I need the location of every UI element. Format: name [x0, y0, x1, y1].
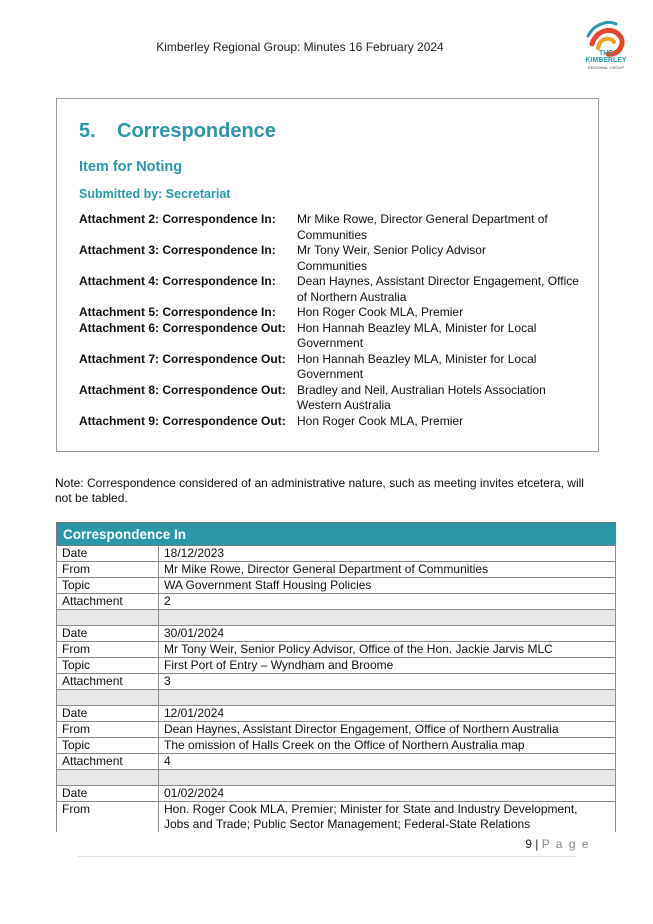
- page-header-title: Kimberley Regional Group: Minutes 16 February 2024: [156, 40, 444, 54]
- attachment-label: Attachment 6: Correspondence Out:: [79, 320, 286, 335]
- section-heading: [79, 120, 276, 143]
- date-label: Date: [57, 786, 159, 802]
- logo-name: THE KIMBERLEY: [585, 50, 627, 64]
- attachment-row: [79, 212, 589, 243]
- table-row: [57, 754, 616, 770]
- topic-label: Topic: [57, 578, 159, 594]
- attachment-label: Attachment 2: Correspondence In:: [79, 212, 276, 226]
- attachment-value: 2: [159, 594, 616, 610]
- attachment-value: [297, 274, 589, 305]
- topic-value: First Port of Entry – Wyndham and Broome: [159, 658, 616, 674]
- correspondence-in-table: [56, 522, 616, 832]
- attachment-value-line: Hon Hannah Beazley MLA, Minister for Local: [297, 351, 537, 366]
- attachment-value: [297, 383, 589, 414]
- submitted-by: Submitted by: Secretariat: [79, 187, 231, 201]
- section-number: 5.: [79, 120, 96, 142]
- table-row: [57, 706, 616, 722]
- attachment-value: [297, 352, 589, 383]
- attachment-value-line: Hon Roger Cook MLA, Premier: [297, 413, 464, 428]
- from-value: Mr Mike Rowe, Director General Department of Communities: [159, 562, 616, 578]
- attachment-row: [79, 274, 589, 305]
- attachment-value-line: Mr Tony Weir, Senior Policy Advisor: [297, 243, 486, 257]
- date-value: 12/01/2024: [159, 706, 616, 722]
- attachment-list: [79, 212, 589, 429]
- page-number-separator: |: [535, 837, 539, 851]
- attachment-value-line: of Northern Australia: [297, 289, 407, 304]
- table-row: [57, 658, 616, 674]
- attachment-value-line: Hon Roger Cook MLA, Premier: [297, 305, 464, 319]
- attachment-value: 3: [159, 674, 616, 690]
- attachment-value: [297, 305, 589, 321]
- spacer-row: [57, 610, 616, 626]
- spacer-cell: [159, 770, 616, 786]
- attachment-value: 4: [159, 754, 616, 770]
- topic-value: The omission of Halls Creek on the Office of Northern Australia map: [159, 738, 616, 754]
- table-row: [57, 562, 616, 578]
- table-row: [57, 802, 616, 833]
- attachment-label: Attachment: [57, 594, 159, 610]
- attachment-value: [297, 414, 589, 430]
- attachment-label: Attachment: [57, 674, 159, 690]
- attachment-label: Attachment 5: Correspondence In:: [79, 305, 276, 319]
- table-row: [57, 738, 616, 754]
- attachment-value-line: Government: [297, 336, 364, 350]
- from-label: From: [57, 722, 159, 738]
- attachment-value-line: Communities: [297, 258, 368, 273]
- spacer-row: [57, 690, 616, 706]
- attachment-value-line: Government: [297, 367, 364, 381]
- attachment-value-line: Mr Mike Rowe, Director General Department of: [297, 212, 548, 226]
- date-label: Date: [57, 626, 159, 642]
- spacer-cell: [57, 770, 159, 786]
- attachment-value-line: Dean Haynes, Assistant Director Engagement, Office: [297, 274, 579, 288]
- page-number: [520, 837, 590, 851]
- topic-label: Topic: [57, 658, 159, 674]
- attachment-value-line: Hon Hannah Beazley MLA, Minister for Local: [297, 320, 537, 335]
- correspondence-section-box: [56, 98, 599, 452]
- attachment-label: Attachment 7: Correspondence Out:: [79, 351, 286, 366]
- attachment-row: [79, 305, 589, 321]
- from-label: From: [57, 562, 159, 578]
- from-value: Mr Tony Weir, Senior Policy Advisor, Office of the Hon. Jackie Jarvis MLC: [159, 642, 616, 658]
- date-value: 01/02/2024: [159, 786, 616, 802]
- topic-label: Topic: [57, 738, 159, 754]
- date-value: 30/01/2024: [159, 626, 616, 642]
- item-for-noting-heading: Item for Noting: [79, 159, 183, 175]
- logo-subtitle: REGIONAL GROUP: [587, 65, 625, 70]
- attachment-label: Attachment 3: Correspondence In:: [79, 243, 276, 257]
- attachment-value-line: Communities: [297, 227, 368, 242]
- spacer-cell: [159, 610, 616, 626]
- spacer-cell: [159, 690, 616, 706]
- attachment-row: [79, 383, 589, 414]
- table-row: [57, 578, 616, 594]
- spacer-cell: [57, 690, 159, 706]
- table-row: [57, 722, 616, 738]
- note-text: Note: Correspondence considered of an administrative nature, such as meeting invites etcetera, will not be tabled.: [55, 476, 584, 505]
- attachment-row: [79, 321, 589, 352]
- page-number-value: 9: [525, 837, 532, 851]
- from-value: Dean Haynes, Assistant Director Engagement, Office of Northern Australia: [159, 722, 616, 738]
- attachment-label: Attachment 8: Correspondence Out:: [79, 382, 286, 397]
- footer-divider: [78, 856, 576, 857]
- logo-text: [578, 50, 634, 71]
- attachment-row: [79, 352, 589, 383]
- date-label: Date: [57, 546, 159, 562]
- attachment-label: Attachment 9: Correspondence Out:: [79, 413, 286, 428]
- date-value: 18/12/2023: [159, 546, 616, 562]
- from-value-line: Hon. Roger Cook MLA, Premier; Minister for State and Industry Development,: [164, 802, 578, 816]
- table-row: [57, 674, 616, 690]
- attachment-label: Attachment 4: Correspondence In:: [79, 274, 276, 288]
- from-label: From: [57, 642, 159, 658]
- table-row: [57, 642, 616, 658]
- attachment-row: [79, 243, 589, 274]
- from-label: From: [57, 802, 159, 833]
- attachment-value: [297, 321, 589, 352]
- spacer-row: [57, 770, 616, 786]
- attachment-label: Attachment: [57, 754, 159, 770]
- attachment-row: [79, 414, 589, 430]
- table-row: [57, 786, 616, 802]
- topic-value: WA Government Staff Housing Policies: [159, 578, 616, 594]
- from-value: [159, 802, 616, 833]
- table-header-row: [57, 523, 616, 546]
- table-row: [57, 546, 616, 562]
- table-row: [57, 594, 616, 610]
- attachment-value-line: Bradley and Neil, Australian Hotels Association: [297, 382, 546, 397]
- from-value-line: Jobs and Trade; Public Sector Management; Federal-State Relations: [164, 817, 531, 831]
- table-title: Correspondence In: [57, 523, 616, 546]
- spacer-cell: [57, 610, 159, 626]
- attachment-value-line: Western Australia: [297, 398, 391, 412]
- section-title: Correspondence: [117, 120, 276, 142]
- date-label: Date: [57, 706, 159, 722]
- attachment-value: [297, 243, 589, 274]
- attachment-value: [297, 212, 589, 243]
- table-row: [57, 626, 616, 642]
- page-label: P a g e: [541, 837, 590, 851]
